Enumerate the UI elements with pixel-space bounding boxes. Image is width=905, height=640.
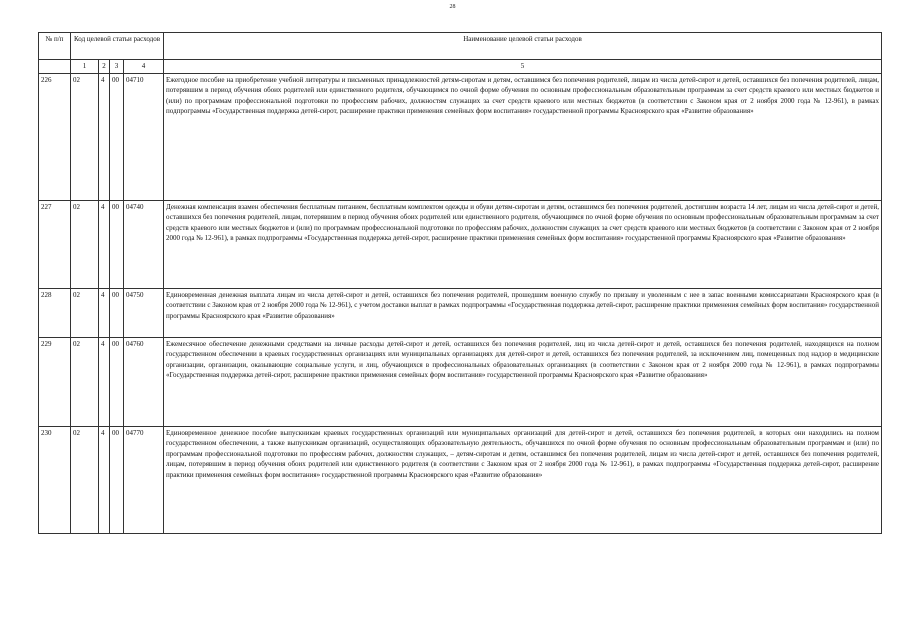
code-subprogram: 4: [99, 288, 110, 337]
code-program: 02: [71, 337, 99, 426]
header-num: № п/п: [39, 33, 71, 60]
expense-name: Денежная компенсация взамен обеспечения бесплатным питанием, бесплатным комплектом одежды и обуви детям-сиротам и детям, оставшимся без попечения родителей, достигшим возраста 14 лет, лицам из числа детей-сирот и детей, оставшихся без попечения родителей, лицам, потерявшим в период обучения обоих родителей или единственного родителя, обучающимся по очной форме обучения по основным профессиональным образовательным программам за счет средств краевого или местных бюджетов и (или) по программам профессиональной подготовки по профессиям рабочих, должностям служащих за счет средств краевого или местных бюджетов (в соответствии с Законом края от 2 ноября 2000 года № 12-961), в рамках подпрограммы «Государственная поддержка детей-сирот, расширение практики применения семейных форм воспитания» государственной программы Красноярского края «Развитие образования»: [164, 200, 882, 288]
code-event: 00: [110, 426, 124, 533]
table-row: [39, 337, 882, 426]
table-row: [39, 426, 882, 533]
header-name: Наименование целевой статьи расходов: [164, 33, 882, 60]
code-direction: 04770: [124, 426, 164, 533]
row-number: 230: [39, 426, 71, 533]
table-row: [39, 73, 882, 200]
code-event: 00: [110, 200, 124, 288]
expense-name: Единовременное денежное пособие выпускникам краевых государственных организаций или муниципальных организаций для детей-сирот и детей, оставшихся без попечения родителей, в которых они находились на полном государственном обеспечении, а также выпускникам организаций, осуществляющих образовательную деятельность, обучавшихся по очной форме обучения по основным профессиональным образовательным программам и (или) по программам профессиональной подготовки по профессиям рабочих, должностям служащих, – детям-сиротам и детям, оставшимся без попечения родителей, лицам из числа детей-сирот и детей, оставшихся без попечения родителей, лицам, потерявшим в период обучения обоих родителей или единственного родителя (в соответствии с Законом края от 2 ноября 2000 года № 12-961), в рамках подпрограммы «Государственная поддержка детей-сирот, расширение практики применения семейных форм воспитания» государственной программы Красноярского края «Развитие образования»: [164, 426, 882, 533]
index-cell-2: 2: [99, 60, 110, 74]
table-row: [39, 288, 882, 337]
code-direction: 04710: [124, 73, 164, 200]
code-direction: 04740: [124, 200, 164, 288]
code-direction: 04750: [124, 288, 164, 337]
code-subprogram: 4: [99, 426, 110, 533]
index-cell-4: 4: [124, 60, 164, 74]
index-cell-5: 5: [164, 60, 882, 74]
header-row: [39, 33, 882, 60]
row-number: 228: [39, 288, 71, 337]
code-program: 02: [71, 426, 99, 533]
code-event: 00: [110, 288, 124, 337]
code-program: 02: [71, 200, 99, 288]
code-direction: 04760: [124, 337, 164, 426]
table-row: [39, 200, 882, 288]
code-subprogram: 4: [99, 73, 110, 200]
index-cell-3: 3: [110, 60, 124, 74]
index-cell-1: 1: [71, 60, 99, 74]
expense-name: Единовременная денежная выплата лицам из числа детей-сирот и детей, оставшихся без попечения родителей, прошедшим военную службу по призыву и уволенным с нее в запас военными комиссариатами Красноярского края (в соответствии с Законом края от 2 ноября 2000 года № 12-961), с учетом доставки выплат в рамках подпрограммы «Государственная поддержка детей-сирот, расширение практики применения семейных форм воспитания» государственной программы Красноярского края «Развитие образования»: [164, 288, 882, 337]
expense-name: Ежемесячное обеспечение денежными средствами на личные расходы детей-сирот и детей, оставшихся без попечения родителей, лиц из числа детей-сирот и детей, оставшихся без попечения родителей, находящихся на полном государственном обеспечении в краевых государственных организациях или муниципальных организациях для детей-сирот и детей, оставшихся без попечения родителей, за исключением лиц, помещенных под надзор в медицинские организации, организации, оказывающие социальные услуги, и лиц, обучающихся в профессиональных образовательных организациях (в соответствии с Законом края от 2 ноября 2000 года № 12-961), в рамках подпрограммы «Государственная поддержка детей-сирот, расширение практики применения семейных форм воспитания» государственной программы Красноярского края «Развитие образования»: [164, 337, 882, 426]
index-cell-empty: [39, 60, 71, 74]
budget-table: [38, 32, 882, 534]
code-subprogram: 4: [99, 337, 110, 426]
column-index-row: [39, 60, 882, 74]
code-program: 02: [71, 73, 99, 200]
code-event: 00: [110, 337, 124, 426]
row-number: 229: [39, 337, 71, 426]
code-subprogram: 4: [99, 200, 110, 288]
header-code: Код целевой статьи расходов: [71, 33, 164, 60]
code-program: 02: [71, 288, 99, 337]
row-number: 226: [39, 73, 71, 200]
page-number: 28: [449, 4, 456, 10]
code-event: 00: [110, 73, 124, 200]
expense-name: Ежегодное пособие на приобретение учебной литературы и письменных принадлежностей детям-сиротам и детям, оставшимся без попечения родителей, лицам из числа детей-сирот и детей, оставшихся без попечения родителей, лицам, потерявшим в период обучения обоих родителей или единственного родителя, обучающимся по очной форме обучения по основным профессиональным образовательным программам за счет средств краевого или местных бюджетов и (или) по программам профессиональной подготовки по профессиям рабочих, должностям служащих за счет средств краевого или местных бюджетов (в соответствии с Законом края от 2 ноября 2000 года № 12-961), в рамках подпрограммы «Государственная поддержка детей-сирот, расширение практики применения семейных форм воспитания» государственной программы Красноярского края «Развитие образования»: [164, 73, 882, 200]
row-number: 227: [39, 200, 71, 288]
